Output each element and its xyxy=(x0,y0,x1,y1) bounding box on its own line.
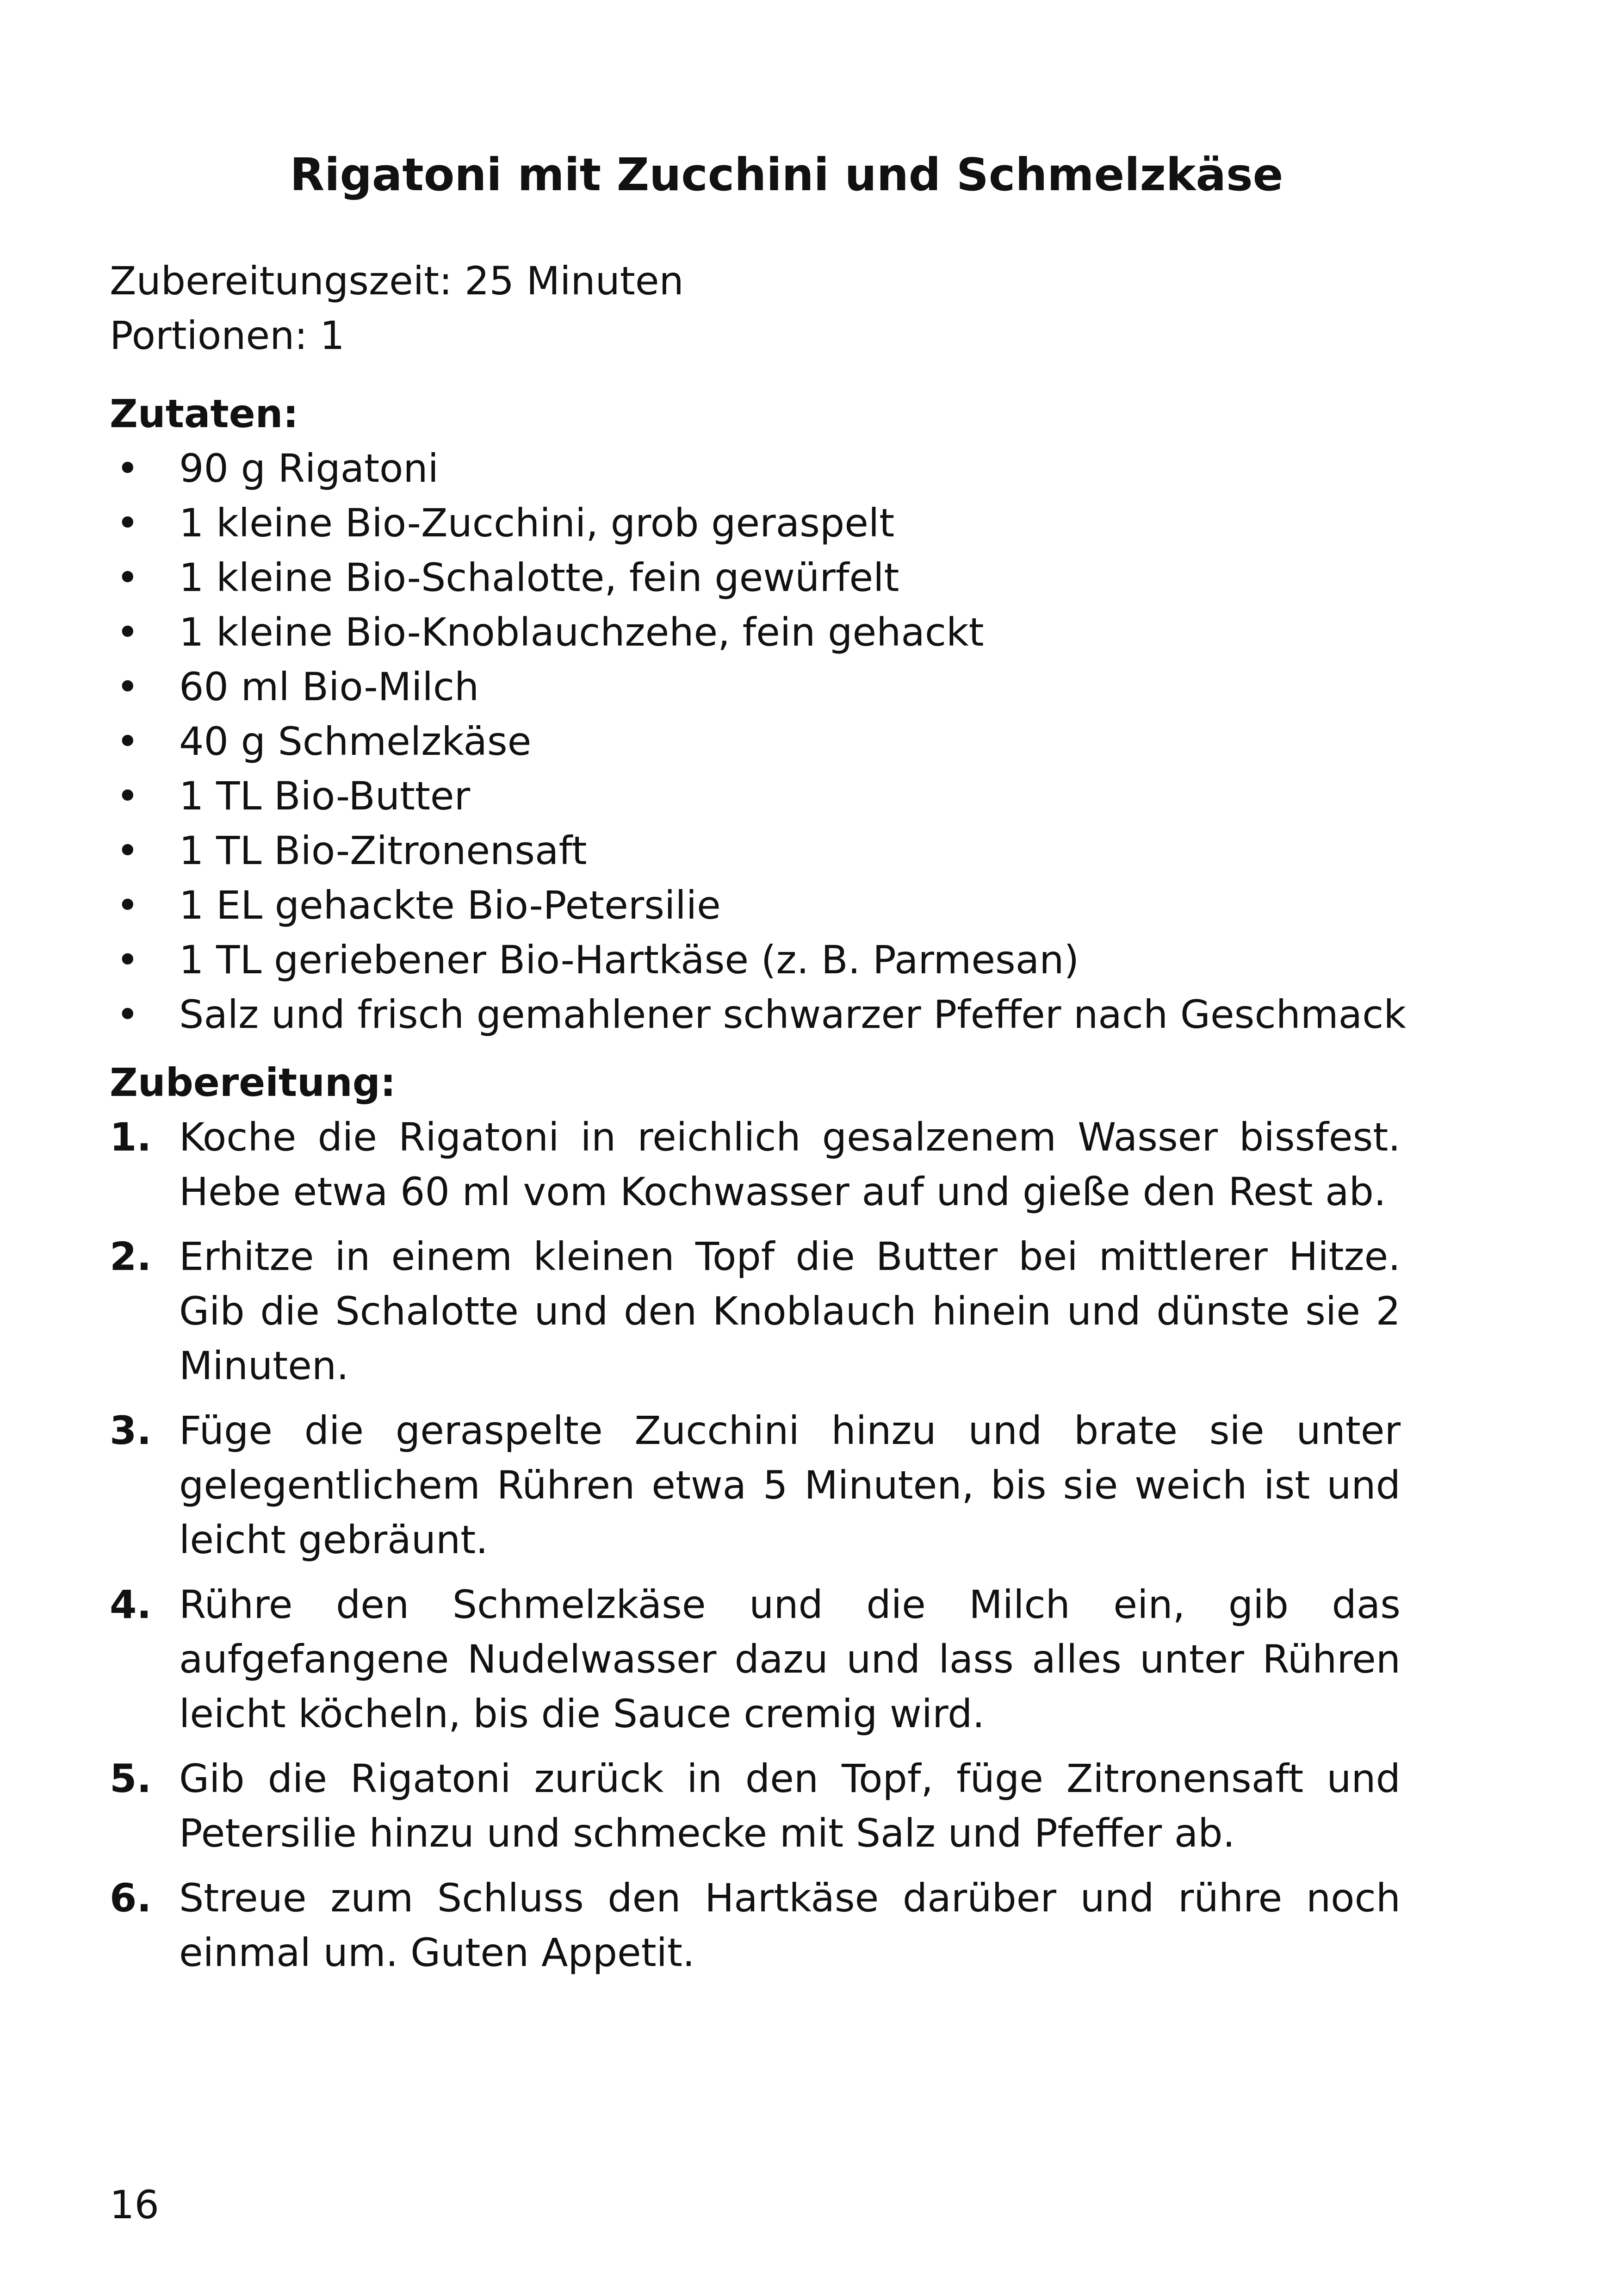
ingredient-text: 1 TL Bio-Butter xyxy=(179,773,471,819)
step-item xyxy=(110,1751,1401,1860)
bullet-icon: • xyxy=(116,719,139,764)
ingredient-text: 1 kleine Bio-Zucchini, grob geraspelt xyxy=(179,500,895,546)
bullet-icon: • xyxy=(116,446,139,491)
ingredient-text: 1 TL Bio-Zitronensaft xyxy=(179,828,587,873)
step-number: 5. xyxy=(110,1756,152,1801)
step-item xyxy=(110,1229,1401,1393)
step-item xyxy=(110,1577,1401,1741)
bullet-icon: • xyxy=(116,937,139,983)
step-text: Füge die geraspelte Zucchini hinzu und brate sie unter gelegentlichem Rühren etwa 5 Minuten, bis sie weich ist und leicht gebräunt. xyxy=(179,1408,1401,1562)
recipe-meta xyxy=(110,254,684,363)
ingredient-item xyxy=(110,550,1406,605)
ingredient-text: 1 EL gehackte Bio-Petersilie xyxy=(179,883,721,928)
bullet-icon: • xyxy=(116,883,139,928)
ingredient-text: 90 g Rigatoni xyxy=(179,446,439,491)
ingredient-item xyxy=(110,496,1406,550)
bullet-icon: • xyxy=(116,555,139,600)
prep-time: Zubereitungszeit: 25 Minuten xyxy=(110,258,684,304)
ingredients-heading: Zutaten: xyxy=(110,391,299,436)
ingredient-text: 40 g Schmelzkäse xyxy=(179,719,532,764)
ingredient-text: 1 TL geriebener Bio-Hartkäse (z. B. Parmesan) xyxy=(179,937,1079,983)
ingredient-text: 60 ml Bio-Milch xyxy=(179,664,479,709)
step-number: 2. xyxy=(110,1234,152,1279)
step-item xyxy=(110,1403,1401,1567)
ingredient-item xyxy=(110,660,1406,714)
ingredient-text: Salz und frisch gemahlener schwarzer Pfeffer nach Geschmack xyxy=(179,992,1406,1037)
ingredient-item xyxy=(110,714,1406,769)
bullet-icon: • xyxy=(116,664,139,709)
page-number: 16 xyxy=(110,2182,159,2228)
step-text: Streue zum Schluss den Hartkäse darüber und rühre noch einmal um. Guten Appetit. xyxy=(179,1875,1401,1975)
ingredient-item xyxy=(110,769,1406,823)
bullet-icon: • xyxy=(116,828,139,873)
bullet-icon: • xyxy=(116,992,139,1037)
ingredient-item xyxy=(110,987,1406,1042)
ingredient-item xyxy=(110,823,1406,878)
ingredient-item xyxy=(110,933,1406,987)
step-text: Rühre den Schmelzkäse und die Milch ein, gib das aufgefangene Nudelwasser dazu und lass alles unter Rühren leicht köcheln, bis die Sauce cremig wird. xyxy=(179,1582,1401,1736)
step-item xyxy=(110,1871,1401,1980)
step-text: Koche die Rigatoni in reichlich gesalzenem Wasser bissfest. Hebe etwa 60 ml vom Kochwasser auf und gieße den Rest ab. xyxy=(179,1114,1401,1214)
bullet-icon: • xyxy=(116,773,139,819)
step-number: 1. xyxy=(110,1114,152,1160)
step-text: Gib die Rigatoni zurück in den Topf, füge Zitronensaft und Petersilie hinzu und schmecke mit Salz und Pfeffer ab. xyxy=(179,1756,1401,1856)
step-item xyxy=(110,1110,1401,1219)
ingredient-text: 1 kleine Bio-Knoblauchzehe, fein gehackt xyxy=(179,610,984,655)
ingredient-item xyxy=(110,878,1406,933)
ingredient-item xyxy=(110,441,1406,496)
bullet-icon: • xyxy=(116,610,139,655)
step-number: 6. xyxy=(110,1875,152,1921)
steps-list xyxy=(110,1110,1401,1990)
ingredients-list xyxy=(110,441,1406,1042)
steps-heading: Zubereitung: xyxy=(110,1060,396,1105)
step-text: Erhitze in einem kleinen Topf die Butter bei mittlerer Hitze. Gib die Schalotte und den Knoblauch hinein und dünste sie 2 Minuten. xyxy=(179,1234,1401,1388)
step-number: 3. xyxy=(110,1408,152,1453)
ingredient-text: 1 kleine Bio-Schalotte, fein gewürfelt xyxy=(179,555,899,600)
ingredient-item xyxy=(110,605,1406,660)
step-number: 4. xyxy=(110,1582,152,1627)
recipe-title: Rigatoni mit Zucchini und Schmelzkäse xyxy=(290,149,1283,201)
bullet-icon: • xyxy=(116,500,139,546)
servings: Portionen: 1 xyxy=(110,313,345,358)
